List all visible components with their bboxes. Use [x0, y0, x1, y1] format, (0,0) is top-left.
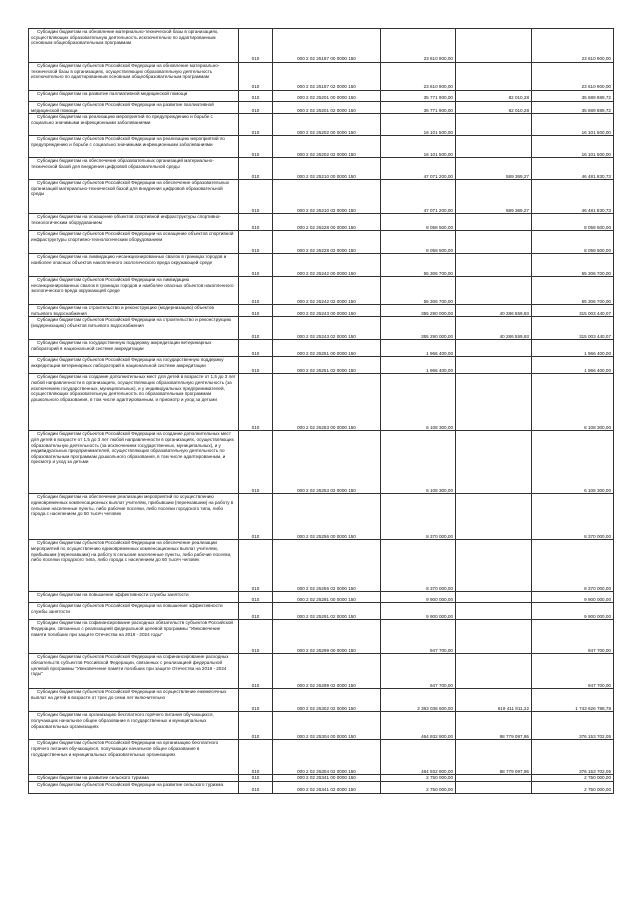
table-row [29, 317, 614, 340]
row-name: Субсидии бюджетам на создание дополнительных мест для детей в возрасте от 1,5 до 3 лет любой направленности в организациях, осуществляющих образовательную деятельность (за исключением государственных, муниципальных), и у индивидуальных предпринимателей, осуществляющих образовательную деятельность по образовательным программам дошкольного образования, в том числе адаптированным, и присмотр и уход за детьми [29, 374, 239, 431]
row-unexecuted: 23 610 900,00 [532, 29, 614, 63]
table-row [29, 340, 614, 357]
row-code: 010 [239, 158, 273, 180]
row-kbk: 000 2 02 25299 02 0000 150 [273, 654, 381, 689]
row-executed [456, 63, 532, 91]
row-unexecuted: 46 481 830,73 [532, 180, 614, 214]
row-approved: 55 306 700,00 [381, 254, 456, 277]
row-approved: 464 932 800,00 [381, 740, 456, 775]
row-approved: 47 071 200,00 [381, 158, 456, 180]
row-approved: 47 071 200,00 [381, 180, 456, 214]
row-unexecuted: 1 966 400,00 [532, 357, 614, 374]
row-code: 010 [239, 91, 273, 102]
row-unexecuted: 2 750 000,00 [532, 781, 614, 793]
row-executed [456, 357, 532, 374]
row-unexecuted: 8 058 500,00 [532, 214, 614, 231]
row-name: Субсидии бюджетам субъектов Российской Федерации на развитие паллиативной медицинской помощи [29, 102, 239, 114]
row-executed [456, 29, 532, 63]
row-approved: 947 700,00 [381, 620, 456, 654]
row-unexecuted: 2 750 000,00 [532, 775, 614, 782]
row-name: Субсидии бюджетам на ликвидацию несанкционированных свалок в границах городов и наиболее опасных объектов накопленного экологического вреда окружающей среде [29, 254, 239, 277]
row-kbk: 000 2 02 25302 02 0000 150 [273, 689, 381, 712]
row-unexecuted: 315 003 440,07 [532, 305, 614, 317]
row-name: Субсидии бюджетам субъектов Российской Федерации на ликвидацию несанкционированных свалок в границах городов и наиболее опасных объектов накопленного экологического вреда окружающей среде [29, 277, 239, 305]
table-row [29, 277, 614, 305]
row-name: Субсидии бюджетам на повышение эффективности службы занятости [29, 592, 239, 603]
row-code: 010 [239, 775, 273, 782]
row-code: 010 [239, 63, 273, 91]
row-code: 010 [239, 620, 273, 654]
row-name: Субсидии бюджетам субъектов Российской Федерации на осуществление ежемесячных выплат на детей в возрасте от трех до семи лет включительно [29, 689, 239, 712]
row-approved: 1 966 400,00 [381, 340, 456, 357]
budget-table-page [28, 28, 613, 794]
row-executed [456, 254, 532, 277]
row-code: 010 [239, 357, 273, 374]
table-row [29, 180, 614, 214]
row-executed [456, 231, 532, 254]
row-name: Субсидии бюджетам на развитие сельского туризма [29, 775, 239, 782]
row-name: Субсидии бюджетам субъектов Российской Федерации на оснащение объектов спортивной инфраструктуры спортивно-технологическим оборудованием [29, 231, 239, 254]
row-executed [456, 340, 532, 357]
row-executed: 82 010,28 [456, 91, 532, 102]
row-approved: 8 058 500,00 [381, 214, 456, 231]
row-executed: 88 779 097,95 [456, 740, 532, 775]
row-unexecuted: 8 058 500,00 [532, 231, 614, 254]
row-approved: 8 370 000,00 [381, 540, 456, 592]
row-code: 010 [239, 305, 273, 317]
row-kbk: 000 2 02 25299 00 0000 150 [273, 620, 381, 654]
table-row [29, 29, 614, 63]
row-code: 010 [239, 374, 273, 431]
row-code: 010 [239, 603, 273, 620]
row-code: 010 [239, 136, 273, 158]
row-name: Субсидии бюджетам на софинансирование расходных обязательств субъектов Российской Федерации, связанных с реализацией федеральной целевой программы "Увековечение памяти погибших при защите Отечества на 2019 - 2024 годы" [29, 620, 239, 654]
row-approved: 6 108 300,00 [381, 431, 456, 494]
row-name: Субсидии бюджетам субъектов Российской Федерации на государственную поддержку аккредитации ветеринарных лабораторий в национальной системе аккредитации [29, 357, 239, 374]
row-kbk: 000 2 02 25256 02 0000 150 [273, 540, 381, 592]
row-approved: 2 363 038 600,00 [381, 689, 456, 712]
row-code: 010 [239, 102, 273, 114]
table-row [29, 689, 614, 712]
row-approved: 8 058 500,00 [381, 231, 456, 254]
row-unexecuted: 1 743 626 788,78 [532, 689, 614, 712]
row-code: 010 [239, 254, 273, 277]
row-unexecuted: 947 700,00 [532, 620, 614, 654]
row-kbk: 000 2 02 25251 02 0000 150 [273, 357, 381, 374]
row-name: Субсидии бюджетам субъектов Российской Федерации на повышение эффективности службы занятости [29, 603, 239, 620]
row-unexecuted: 9 900 000,00 [532, 592, 614, 603]
row-unexecuted: 6 108 300,00 [532, 374, 614, 431]
row-approved: 55 306 700,00 [381, 277, 456, 305]
row-kbk: 000 2 02 25201 02 0000 150 [273, 102, 381, 114]
row-approved: 464 932 800,00 [381, 712, 456, 740]
row-name: Субсидии бюджетам на обеспечение реализации мероприятий по осуществлению единовременных компенсационных выплат учителям, прибывшим (переехавшим) на работу в сельские населенные пункты, либо рабочие поселки, либо поселки городского типа, либо города с населением до 50 тысяч человек [29, 494, 239, 540]
row-unexecuted: 35 689 889,72 [532, 91, 614, 102]
table-row [29, 136, 614, 158]
row-code: 010 [239, 231, 273, 254]
row-kbk: 000 2 02 25201 00 0000 150 [273, 91, 381, 102]
row-executed [456, 781, 532, 793]
row-executed [456, 540, 532, 592]
row-approved: 35 771 900,00 [381, 91, 456, 102]
row-approved: 16 101 500,00 [381, 136, 456, 158]
table-row [29, 620, 614, 654]
row-name: Субсидии бюджетам на обеспечение образовательных организаций материально-технической базой для внедрения цифровой образовательной среды [29, 158, 239, 180]
row-approved: 2 750 000,00 [381, 781, 456, 793]
row-executed [456, 620, 532, 654]
table-row [29, 740, 614, 775]
row-unexecuted: 8 370 000,00 [532, 494, 614, 540]
table-row [29, 712, 614, 740]
table-row [29, 254, 614, 277]
row-kbk: 000 2 02 25202 00 0000 150 [273, 114, 381, 136]
row-unexecuted: 55 306 700,00 [532, 277, 614, 305]
row-code: 010 [239, 689, 273, 712]
row-executed: 589 369,27 [456, 158, 532, 180]
row-code: 010 [239, 277, 273, 305]
row-code: 010 [239, 781, 273, 793]
table-row [29, 374, 614, 431]
row-name: Субсидии бюджетам на развитие паллиативной медицинской помощи [29, 91, 239, 102]
row-code: 010 [239, 431, 273, 494]
row-kbk: 000 2 02 25187 00 0000 150 [273, 29, 381, 63]
row-executed [456, 136, 532, 158]
row-kbk: 000 2 02 25243 02 0000 150 [273, 317, 381, 340]
row-executed [456, 603, 532, 620]
row-code: 010 [239, 114, 273, 136]
row-approved: 23 610 900,00 [381, 63, 456, 91]
row-name: Субсидии бюджетам субъектов Российской Федерации на обеспечение образовательных организаций материально-технической базой для внедрения цифровой образовательной среды [29, 180, 239, 214]
row-executed [456, 114, 532, 136]
row-unexecuted: 35 689 889,72 [532, 102, 614, 114]
table-row [29, 158, 614, 180]
table-row [29, 540, 614, 592]
row-executed: 82 010,28 [456, 102, 532, 114]
row-kbk: 000 2 02 25210 00 0000 150 [273, 158, 381, 180]
row-kbk: 000 2 02 25291 00 0000 150 [273, 592, 381, 603]
table-row [29, 431, 614, 494]
row-unexecuted: 1 966 400,00 [532, 340, 614, 357]
row-approved: 23 610 900,00 [381, 29, 456, 63]
row-kbk: 000 2 02 25341 00 0000 150 [273, 775, 381, 782]
table-row [29, 102, 614, 114]
row-approved: 8 370 000,00 [381, 494, 456, 540]
row-unexecuted: 16 101 500,00 [532, 114, 614, 136]
row-kbk: 000 2 02 25253 02 0000 150 [273, 431, 381, 494]
row-name: Субсидии бюджетам на оснащение объектов спортивной инфраструктуры спортивно-технологическим оборудованием [29, 214, 239, 231]
row-code: 010 [239, 592, 273, 603]
row-kbk: 000 2 02 25242 00 0000 150 [273, 254, 381, 277]
row-executed [456, 654, 532, 689]
row-executed [456, 374, 532, 431]
row-executed [456, 592, 532, 603]
row-code: 010 [239, 180, 273, 214]
row-name: Субсидии бюджетам субъектов Российской Федерации на организацию бесплатного горячего питания обучающихся, получающих начальное общее образование в государственных и муниципальных образовательных организациях [29, 740, 239, 775]
table-row [29, 775, 614, 782]
row-kbk: 000 2 02 25228 02 0000 150 [273, 231, 381, 254]
row-code: 010 [239, 340, 273, 357]
table-row [29, 214, 614, 231]
table-row [29, 305, 614, 317]
row-kbk: 000 2 02 25228 00 0000 150 [273, 214, 381, 231]
row-name: Субсидии бюджетам субъектов Российской Федерации на обновление материально-технической базы в организациях, осуществляющих образовательную деятельность исключительно по адаптированным основным общеобразовательным программам [29, 63, 239, 91]
row-unexecuted: 23 610 900,00 [532, 63, 614, 91]
row-kbk: 000 2 02 25243 00 0000 150 [273, 305, 381, 317]
row-kbk: 000 2 02 25187 02 0000 150 [273, 63, 381, 91]
row-kbk: 000 2 02 25210 02 0000 150 [273, 180, 381, 214]
row-code: 010 [239, 214, 273, 231]
row-kbk: 000 2 02 25202 02 0000 150 [273, 136, 381, 158]
table-row [29, 63, 614, 91]
row-approved: 947 700,00 [381, 654, 456, 689]
row-kbk: 000 2 02 25341 02 0000 150 [273, 781, 381, 793]
row-kbk: 000 2 02 25304 02 0000 150 [273, 740, 381, 775]
row-code: 010 [239, 654, 273, 689]
row-name: Субсидии бюджетам субъектов Российской Федерации на софинансирование расходных обязательств субъектов Российской Федерации, связанных с реализацией федеральной целевой программы "Увековечение памяти погибших при защите Отечества на 2019 - 2024 годы" [29, 654, 239, 689]
table-row [29, 654, 614, 689]
row-unexecuted: 376 153 702,05 [532, 740, 614, 775]
row-executed: 619 411 811,22 [456, 689, 532, 712]
row-approved: 1 966 400,00 [381, 357, 456, 374]
row-unexecuted: 46 481 830,73 [532, 158, 614, 180]
row-unexecuted: 16 101 500,00 [532, 136, 614, 158]
row-executed [456, 214, 532, 231]
row-executed [456, 775, 532, 782]
row-code: 010 [239, 712, 273, 740]
row-approved: 6 108 300,00 [381, 374, 456, 431]
table-row [29, 114, 614, 136]
row-kbk: 000 2 02 25242 02 0000 150 [273, 277, 381, 305]
row-unexecuted: 6 108 300,00 [532, 431, 614, 494]
row-approved: 9 900 000,00 [381, 592, 456, 603]
row-unexecuted: 376 153 702,05 [532, 712, 614, 740]
row-name: Субсидии бюджетам на организацию бесплатного горячего питания обучающихся, получающих начальное общее образование в государственных и муниципальных образовательных организациях [29, 712, 239, 740]
table-row [29, 603, 614, 620]
row-kbk: 000 2 02 25304 00 0000 150 [273, 712, 381, 740]
budget-table [28, 28, 614, 794]
row-kbk: 000 2 02 25256 00 0000 150 [273, 494, 381, 540]
row-unexecuted: 9 900 000,00 [532, 603, 614, 620]
row-unexecuted: 315 003 440,07 [532, 317, 614, 340]
row-executed: 589 369,27 [456, 180, 532, 214]
row-name: Субсидии бюджетам на реализацию мероприятий по предупреждению и борьбе с социально значимыми инфекционными заболеваниями [29, 114, 239, 136]
row-code: 010 [239, 540, 273, 592]
row-approved: 2 750 000,00 [381, 775, 456, 782]
row-unexecuted: 947 700,00 [532, 654, 614, 689]
table-row [29, 781, 614, 793]
table-row [29, 494, 614, 540]
row-code: 010 [239, 740, 273, 775]
row-name: Субсидии бюджетам субъектов Российской Федерации на реализацию мероприятий по предупреждению и борьбе с социально значимыми инфекционными заболеваниями [29, 136, 239, 158]
row-name: Субсидии бюджетам на строительство и реконструкцию (модернизацию) объектов питьевого водоснабжения [29, 305, 239, 317]
row-executed: 40 286 559,93 [456, 317, 532, 340]
row-name: Субсидии бюджетам субъектов Российской Федерации на строительство и реконструкцию (модернизацию) объектов питьевого водоснабжения [29, 317, 239, 340]
row-executed [456, 277, 532, 305]
row-approved: 35 771 900,00 [381, 102, 456, 114]
row-executed [456, 494, 532, 540]
row-code: 010 [239, 494, 273, 540]
row-approved: 16 101 500,00 [381, 114, 456, 136]
row-executed [456, 431, 532, 494]
table-row [29, 231, 614, 254]
row-name: Субсидии бюджетам субъектов Российской Федерации на развитие сельского туризма [29, 781, 239, 793]
row-name: Субсидии бюджетам субъектов Российской Федерации на обеспечение реализации мероприятий по осуществлению единовременных компенсационных выплат учителям, прибывшим (переехавшим) на работу в сельские населенные пункты, либо рабочие поселки, либо поселки городского типа, либо города с населением до 50 тысяч человек [29, 540, 239, 592]
row-executed: 88 779 097,95 [456, 712, 532, 740]
row-approved: 355 290 000,00 [381, 305, 456, 317]
row-name: Субсидии бюджетам на государственную поддержку аккредитации ветеринарных лабораторий в национальной системе аккредитации [29, 340, 239, 357]
row-kbk: 000 2 02 25291 02 0000 150 [273, 603, 381, 620]
row-unexecuted: 55 306 700,00 [532, 254, 614, 277]
table-row [29, 91, 614, 102]
row-approved: 355 290 000,00 [381, 317, 456, 340]
row-executed: 40 286 559,93 [456, 305, 532, 317]
row-name: Субсидии бюджетам субъектов Российской Федерации на создание дополнительных мест для детей в возрасте от 1,5 до 3 лет любой направленности в организациях, осуществляющих образовательную деятельность (за исключением государственных, муниципальных), и у индивидуальных предпринимателей, осуществляющих образовательную деятельность по образовательным программам дошкольного образования, в том числе адаптированным, и присмотр и уход за детьми [29, 431, 239, 494]
row-kbk: 000 2 02 25251 00 0000 150 [273, 340, 381, 357]
row-approved: 9 900 000,00 [381, 603, 456, 620]
row-name: Субсидии бюджетам на обновление материально-технической базы в организациях, осуществляющих образовательную деятельность исключительно по адаптированным основным общеобразовательным программам [29, 29, 239, 63]
table-row [29, 592, 614, 603]
table-row [29, 357, 614, 374]
row-code: 010 [239, 29, 273, 63]
row-unexecuted: 8 370 000,00 [532, 540, 614, 592]
row-code: 010 [239, 317, 273, 340]
row-kbk: 000 2 02 25253 00 0000 150 [273, 374, 381, 431]
